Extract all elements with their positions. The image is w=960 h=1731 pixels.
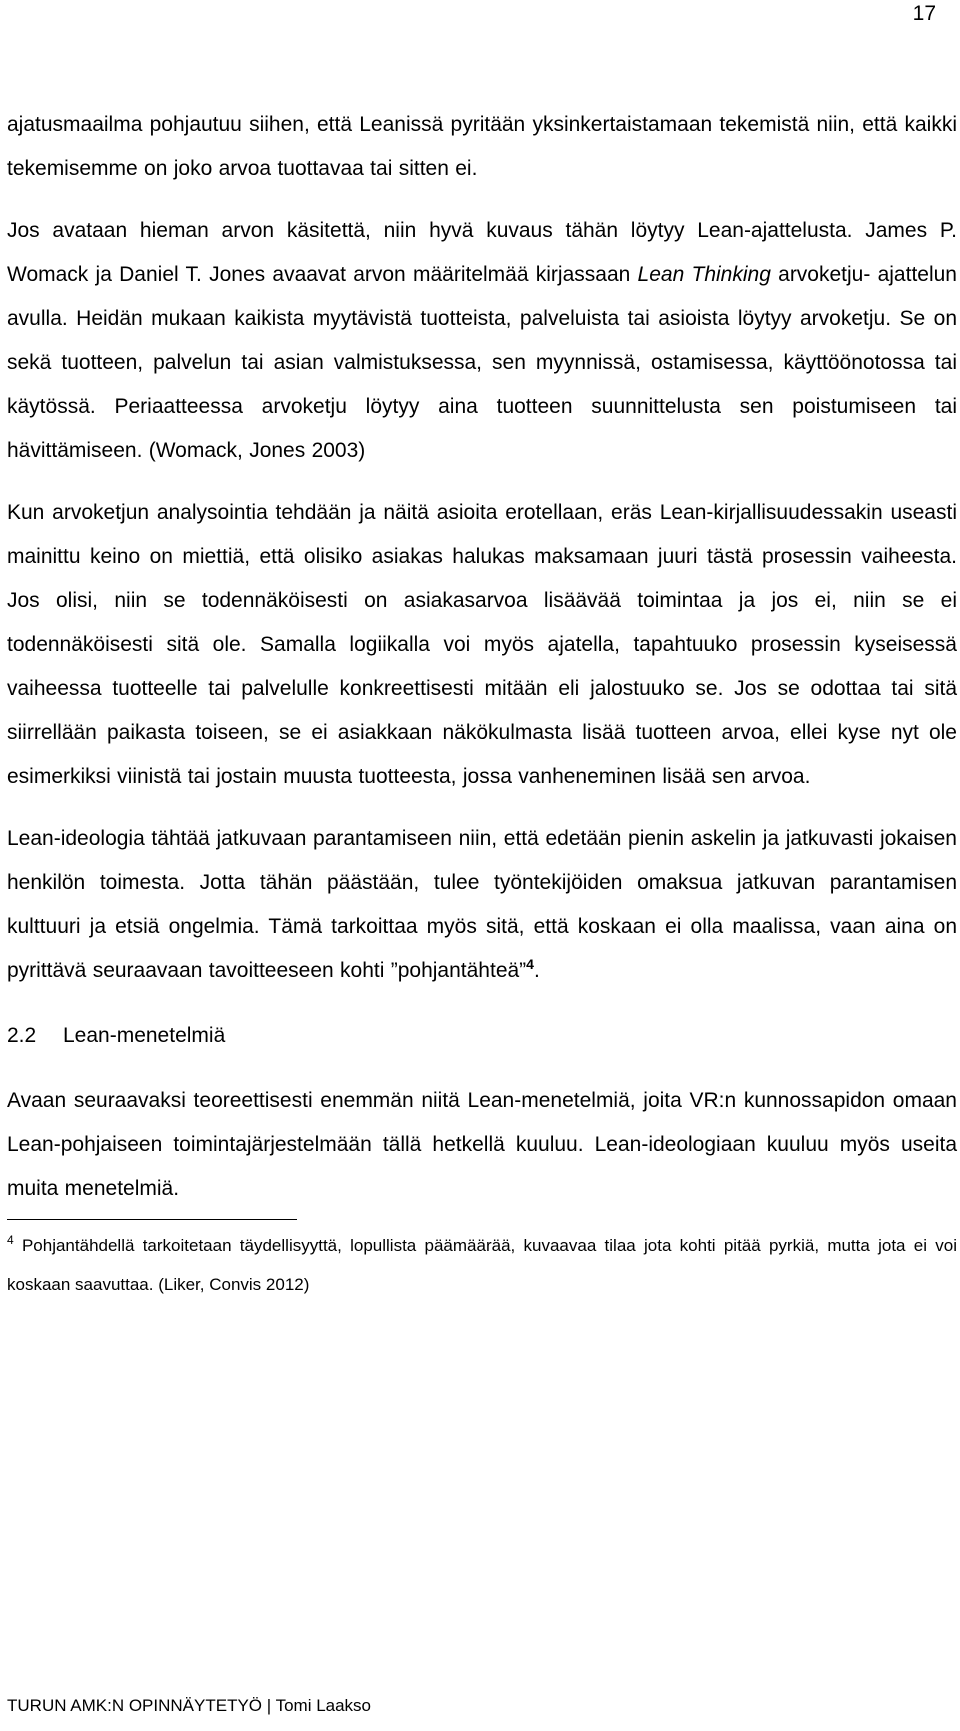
paragraph-text: Lean-ideologia tähtää jatkuvaan parantamiseen niin, että edetään pienin askelin ja jatkuvasti jokaisen henkilön toimesta. Jotta tähän päästään, tulee työntekijöiden omaksua jatkuvan parantamisen kulttuuri ja etsiä ongelmia. Tämä tarkoittaa myös sitä, että koskaan ei olla maalissa, vaan aina on pyrittävä seuraavaan tavoitteeseen kohti ”pohjantähteä” — [7, 827, 957, 982]
paragraph-intro: ajatusmaailma pohjautuu siihen, että Leanissä pyritään yksinkertaistamaan tekemistä niin, että kaikki tekemisemme on joko arvoa tuottavaa tai sitten ei. — [7, 113, 957, 180]
section-number: 2.2 — [7, 1024, 37, 1047]
paragraph-text: Jos avataan hieman arvon käsitettä, niin hyvä kuvaus tähän löytyy Lean-ajattelusta. James P. Womack ja Daniel T. Jones avaavat arvon määritelmää kirjassaan — [7, 219, 957, 286]
paragraph-methods-intro: Avaan seuraavaksi teoreettisesti enemmän niitä Lean-menetelmiä, joita VR:n kunnossapidon omaan Lean-pohjaiseen toimintajärjestelmään tällä hetkellä kuuluu. Lean-ideologiaan kuuluu myös useita muita menetelmiä. — [7, 1089, 957, 1200]
page-footer: TURUN AMK:N OPINNÄYTETYÖ | Tomi Laakso — [7, 1696, 372, 1715]
footnote — [7, 1226, 957, 1304]
document-body — [7, 103, 957, 1304]
footnote-marker: 4 — [7, 1233, 14, 1247]
section-heading — [7, 1014, 957, 1058]
footnote-text: Pohjantähdellä tarkoitetaan täydellisyyttä, lopullista päämäärää, kuvaavaa tilaa jota kohti pitää pyrkiä, mutta jota ei voi koskaan saavuttaa. (Liker, Convis 2012) — [7, 1236, 957, 1294]
section-title: Lean-menetelmiä — [63, 1024, 226, 1047]
book-title: Lean Thinking — [637, 263, 771, 286]
page-number: 17 — [912, 2, 936, 25]
paragraph-text: arvoketju- ajattelun avulla. Heidän mukaan kaikista myytävistä tuotteista, palveluista tai asioista löytyy arvoketju. Se on sekä tuotteen, palvelun tai asian valmistuksessa, sen myynnissä, ostamisessa, käyttöönotossa tai käytössä. Periaatteessa arvoketju löytyy aina tuotteen suunnittelusta sen poistumiseen tai hävittämiseen. (Womack, Jones 2003) — [7, 263, 957, 462]
paragraph-continuous-improvement — [7, 817, 957, 993]
paragraph-value-concept — [7, 209, 957, 473]
footnote-divider — [7, 1219, 297, 1220]
footnote-reference[interactable]: 4 — [526, 956, 534, 972]
paragraph-text: . — [533, 959, 540, 982]
paragraph-value-chain-analysis: Kun arvoketjun analysointia tehdään ja näitä asioita erotellaan, eräs Lean-kirjallisuudessakin useasti mainittu keino on miettiä, että olisiko asiakas halukas maksamaan juuri tästä prosessin vaiheesta. Jos olisi, niin se todennäköisesti on asiakasarvoa lisäävää toimintaa ja jos ei, niin se ei todennäköisesti sitä ole. Samalla logiikalla voi myös ajatella, tapahtuuko prosessin kyseisessä vaiheessa tuotteelle tai palvelulle konkreettisesti mitään eli jalostuuko se. Jos se odottaa tai sitä siirrellään paikasta toiseen, se ei asiakkaan näkökulmasta lisää tuotteen arvoa, ellei kyse nyt ole esimerkiksi viinistä tai jostain muusta tuotteesta, jossa vanheneminen lisää sen arvoa. — [7, 501, 957, 788]
